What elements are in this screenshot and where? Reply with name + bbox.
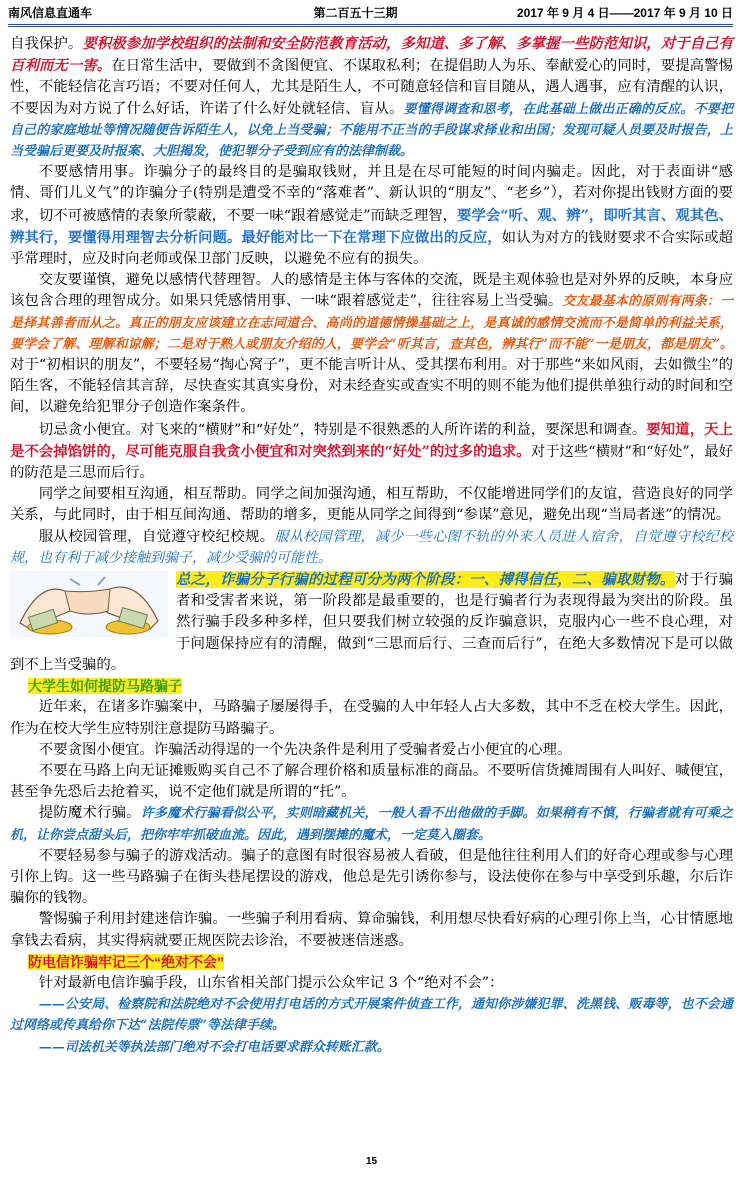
paragraph-superstition: 警惕骗子利用封建迷信诈骗。一些骗子利用看病、算命骗钱，利用想尽快看好病的心理引你上当，心甘情愿地拿钱去看病，其实得病就要正规医院去诊治，不要被迷信迷惑。 [10,911,733,949]
emphasis-blue: ——公安局、检察院和法院绝对不会使用打电话的方式开展案件侦查工作，通知你涉嫌犯罪、洗黑钱、贩毒等，也不会通过网络或传真给你下达“法院传票”等法律手续。 [10,997,733,1034]
text-run: 不要感情用事。诈骗分子的最终目的是骗取钱财，并且是在尽可能短的时间内骗走。因此，对于表面讲“感情、哥们儿义气”的诈骗分子(特别是遭受不幸的“落难者”、新认识的“朋友”、“老乡”），若对你提出钱财方面的要求，切不可被感情的表象所蒙蔽，不要一味“跟着感觉走”而缺乏理智， [10,164,733,224]
paragraph-no-emotion [10,162,733,270]
issue-date-range: 2017 年 9 月 4 日——2017 年 9 月 10 日 [516,5,733,20]
page-header [8,0,733,27]
emphasis-red-bold: 要知道，天上是不会掉馅饼的，尽可能克服自我贪小便宜和对突然到来的“好处”的过多的追求。 [10,420,733,460]
summary-highlight: 总之，诈骗分子行骗的过程可分为两个阶段：一、搏得信任，二、骗取财物。 [176,571,675,589]
paragraph-no-bargains: 不要贪图小便宜。诈骗活动得逞的一个先决条件是利用了受骗者爱占小便宜的心理。 [38,741,572,758]
text-run: 自我保护。 [10,36,83,52]
section-title-text: 防电信诈骗牢记三个“绝对不会” [28,953,224,970]
paragraph-no-small-gains [10,419,733,485]
text-run: 对于行骗者和受害者来说，第一阶段都是最重要的，也是行骗者行为表现得最为突出的阶段。虽然行骗手段多种多样，但只要我们树立较强的反诈骗意识，克服内心一些不良心理，对于问题保持应有的清醒，做到“三思而后行、三查而后行”，在绝大多数情况下是可以做到不上当受骗的。 [10,572,733,673]
paragraph-summary [10,569,733,676]
paragraph-campus-rules [10,527,733,569]
emphasis-blue: 许多魔术行骗看似公平，实则暗藏机关，一般人看不出他做的手脚。如果稍有不慎，行骗者就有可乘之机，让你尝点甜头后，把你牢牢抓破血流。因此，遇到摆摊的魔术，一定莫入圈套。 [10,806,733,843]
text-run: 在日常生活中，要做到不贪图便宜、不谋取私利；在提倡助人为乐、奉献爱心的同时，要提高警惕性，不能轻信花言巧语；不要对任何人，尤其是陌生人，不可随意轻信和盲目随从，遇人遇事，应有清醒的认识，不要因为对方说了什么好话，许诺了什么好处就轻信、盲从。 [10,58,733,117]
handshake-money-illustration [10,571,168,637]
text-run: 交友要谨慎，避免以感情代替理智。人的感情是主体与客体的交流，既是主观体验也是对外界的反映，本身应该包含合理的理智成分。如果只凭感情用事、一味“跟着感觉走”，往往容易上当受骗。 [10,272,733,310]
text-run: 提防魔术行骗。 [38,805,141,822]
paragraph-classmates: 同学之间要相互沟通，相互帮助。同学之间加强沟通，相互帮助，不仅能增进同学们的友谊，营造良好的同学关系，与此同时，由于相互间沟通、帮助的增多，更能从同学之间得到“参谋”意见，避免出现“当局者迷”的情况。 [10,486,733,524]
page-number: 15 [365,1156,378,1167]
text-run: 服从校园管理，自觉遵守校纪校规。 [38,528,275,545]
text-run: 如认为对方的钱财要求不合实际或超乎常理时，应及时向老师或保卫部门反映，以避免不应有的损失。 [10,229,733,268]
text-run: 对于这些“横财”和“好处”，最好的防范是三思而后行。 [10,443,733,482]
handshake-icon [10,571,168,637]
paragraph-games: 不要轻易参与骗子的游戏活动。骗子的意图有时很容易被人看破，但是他往往利用人们的好奇心理或参与心理引你上钩。这一些马路骗子在街头巷尾摆设的游戏，他总是先引诱你参与，设法使你在参与中享受到乐趣，尔后诈骗你的钱物。 [10,847,733,907]
text-run: 对于“初相识的朋友”，不要轻易“掏心窝子”，更不能言听计从、受其摆布利用。对于那些“来如风雨，去如微尘”的陌生客，不能轻信其言辞，尽快查实其真实身份，对未经查实或查实不明的则不能为他们提供单独行动的时间和空间，以避免给犯罪分子创造作案条件。 [10,357,733,416]
paragraph-rule-one [10,994,733,1036]
paragraph-careful-friends [10,270,733,418]
paragraph-rule-two [10,1037,733,1058]
newsletter-name: 南风信息直通车 [8,5,93,20]
section-title-telecom-fraud [10,952,733,973]
section-title-road-swindlers [10,676,733,697]
article-body [10,33,733,1058]
emphasis-blue: ——司法机关等执法部门绝对不会打电话要求群众转账汇款。 [38,1039,390,1055]
text-run: 切忌贪小便宜。对飞来的“横财”和“好处”，特别是不很熟悉的人所许诺的利益，要深思和调查。 [38,421,647,438]
paragraph-road-intro: 近年来，在诸多诈骗案中，马路骗子屡屡得手，在受骗的人中年轻人占大多数，其中不乏在校大学生。因此，作为在校大学生应特别注意提防马路骗子。 [10,699,733,737]
emphasis-blue-italic: 服从校园管理，减少一些心图不轨的外来人员进人宿舍，自觉遵守校纪校规，也有利于减少接触到骗子，减少受骗的可能性。 [10,528,733,566]
emphasis-red: 要积极参加学校组织的法制和安全防范教育活动，多知道、多了解、多掌握一些防范知识，对于自己有百利而无一害。 [10,35,733,75]
section-title-text: 大学生如何提防马路骗子 [28,678,182,695]
issue-number: 第二百五十三期 [313,5,398,20]
paragraph-street-vendors: 不要在马路上向无证摊贩购买自己不了解合理价格和质量标准的商品。不要听信货摊周围有人叫好、喊便宜，甚至争先恐后去抢着买，说不定他们就是所谓的“托”。 [10,762,733,801]
emphasis-orange: 交友最基本的原则有两条：一是择其善者而从之。真正的朋友应该建立在志同道合、高尚的道德情操基础之上，是真诚的感情交流而不是简单的利益关系，要学会了解、理解和谅解；二是对于熟人或朋友介绍的人，要学会“听其言，查其色，辨其行”而不能“一是朋友，都是朋友”。 [10,294,733,352]
emphasis-bold-blue: 要学会“听、观、辨”，即听其言、观其色、辨其行，要懂得用理智去分析问题。最好能对比一下在常理下应做出的反应， [10,206,733,246]
paragraph-self-protection [10,33,733,162]
emphasis-blue: 要懂得调查和思考，在此基础上做出正确的反应。不要把自己的家庭地址等情况随便告诉陌生人，以免上当受骗；不能用不正当的手段谋求择业和出国；发现可疑人员要及时报告，上当受骗后更要及时报案、大胆揭发，使犯罪分子受到应有的法律制裁。 [10,101,733,160]
paragraph-telecom-intro: 针对最新电信诈骗手段，山东省相关部门提示公众牢记 3 个“绝对不会”： [38,974,504,991]
paragraph-magic-tricks [10,803,733,845]
